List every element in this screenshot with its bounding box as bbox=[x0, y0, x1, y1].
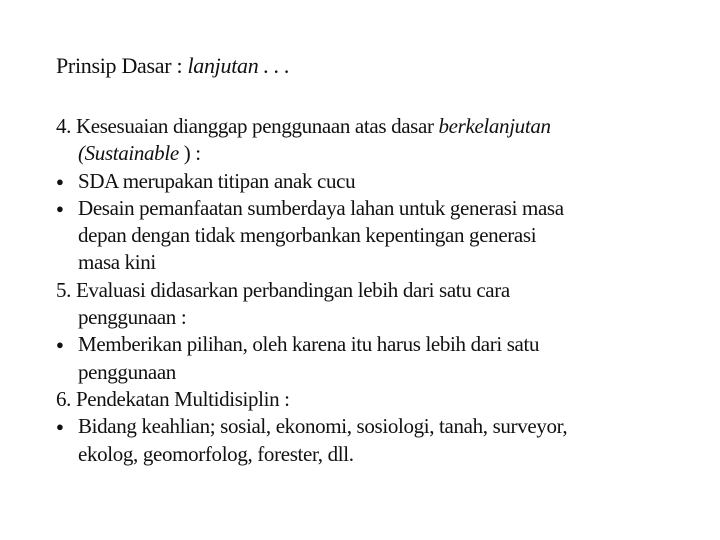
bullet-text: SDA merupakan titipan anak cucu bbox=[78, 168, 356, 193]
bullet-continuation: masa kini bbox=[78, 250, 156, 275]
item-6-line-1: 6. Pendekatan Multidisiplin : bbox=[56, 386, 290, 411]
slide-title bbox=[56, 52, 290, 80]
slide-body bbox=[56, 113, 706, 468]
bullet-text: Memberikan pilihan, oleh karena itu harus lebih dari satu bbox=[78, 332, 540, 357]
title-italic: lanjutan . . . bbox=[187, 53, 290, 78]
item-5-line-1: 5. Evaluasi didasarkan perbandingan lebih dari satu cara bbox=[56, 277, 510, 302]
bullet-icon: ● bbox=[56, 173, 64, 189]
bullet-item bbox=[56, 413, 706, 440]
item-4-text: 4. Kesesuaian dianggap penggunaan atas dasar bbox=[56, 114, 439, 138]
item-5-line-2: penggunaan : bbox=[78, 305, 187, 330]
bullet-text: Desain pemanfaatan sumberdaya lahan untuk generasi masa bbox=[78, 195, 564, 220]
bullet-item bbox=[56, 168, 706, 195]
bullet-continuation: ekolog, geomorfolog, forester, dll. bbox=[78, 441, 354, 466]
item-4-italic-term: berkelanjutan bbox=[438, 114, 551, 138]
bullet-item bbox=[56, 195, 706, 222]
item-4-italic-term-2: (Sustainable bbox=[78, 141, 179, 166]
bullet-continuation: depan dengan tidak mengorbankan kepentingan generasi bbox=[78, 223, 537, 248]
bullet-text: Bidang keahlian; sosial, ekonomi, sosiologi, tanah, surveyor, bbox=[78, 414, 568, 439]
bullet-icon: ● bbox=[56, 419, 64, 435]
bullet-icon: ● bbox=[56, 337, 64, 353]
title-prefix: Prinsip Dasar : bbox=[56, 53, 188, 78]
item-4-tail: ) : bbox=[178, 141, 201, 166]
bullet-item bbox=[56, 331, 706, 358]
bullet-icon: ● bbox=[56, 200, 64, 216]
bullet-continuation: penggunaan bbox=[78, 359, 176, 384]
item-4-line-2 bbox=[56, 140, 706, 167]
item-4-line-1 bbox=[56, 113, 706, 140]
